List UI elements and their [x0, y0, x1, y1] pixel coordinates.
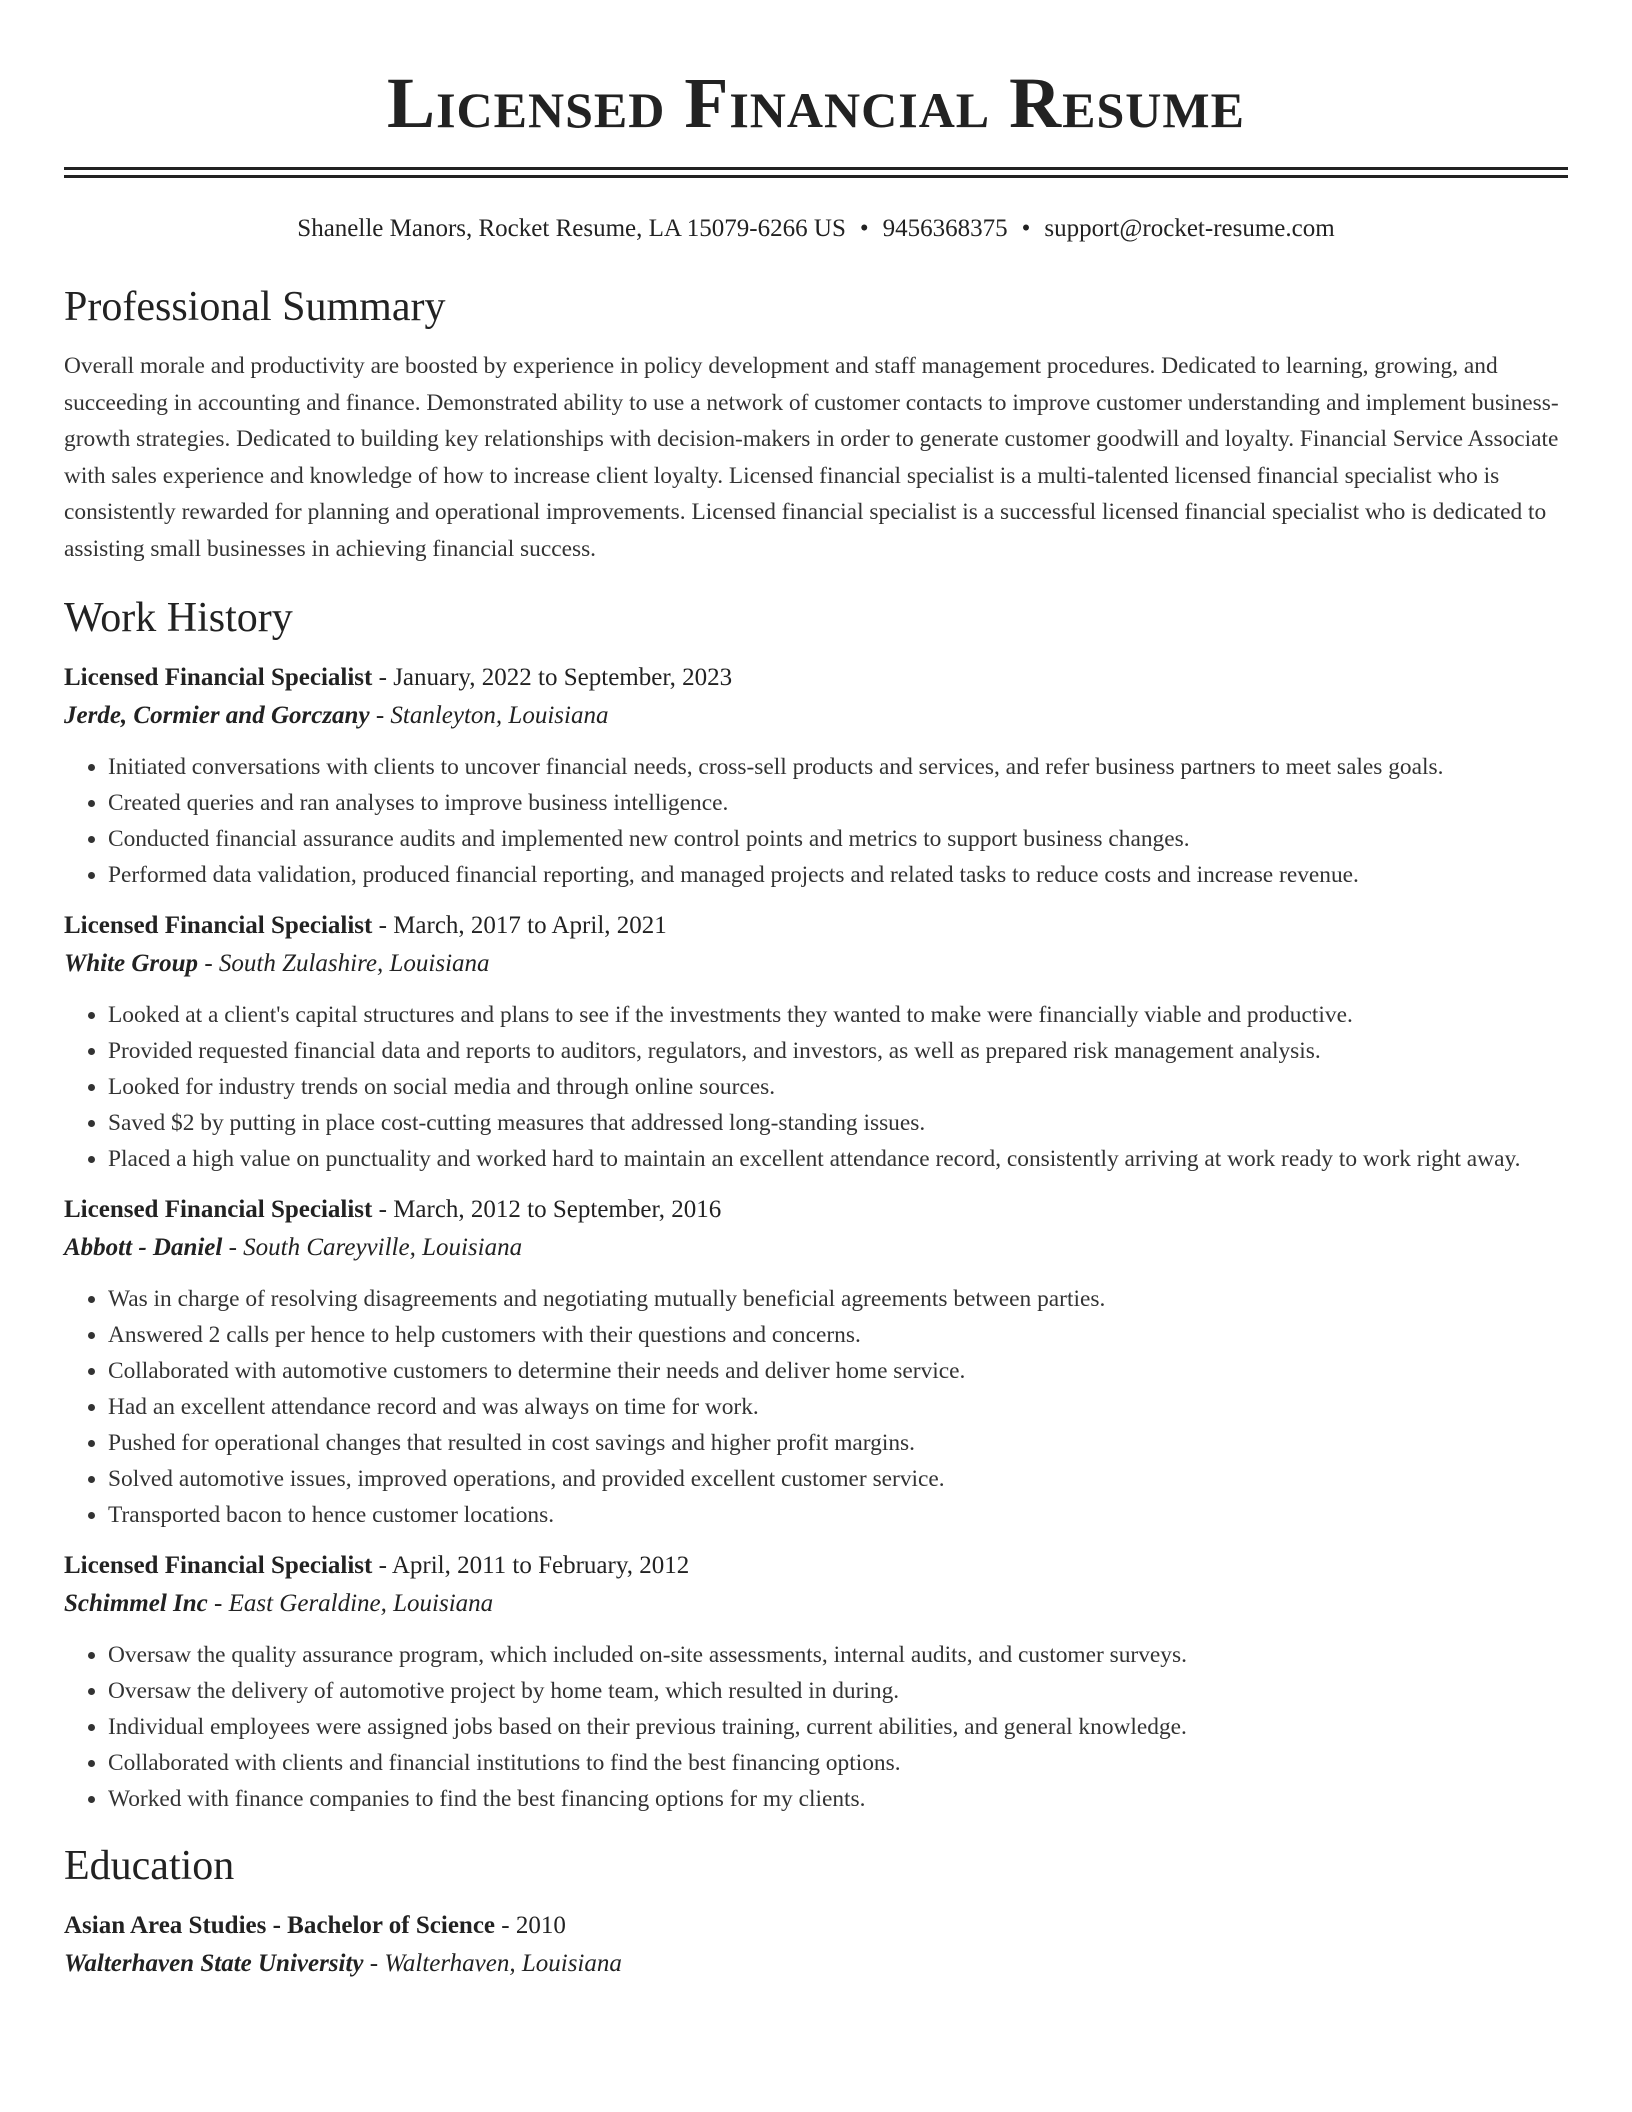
- contact-address: Shanelle Manors, Rocket Resume, LA 15079-6266 US: [297, 215, 846, 242]
- list-item: • Had an excellent attendance record and was always on time for work.: [108, 1389, 1568, 1425]
- job-bullets: [64, 749, 1568, 893]
- resume-page: [64, 0, 1568, 1983]
- job-dates: March, 2017 to April, 2021: [393, 912, 667, 939]
- job-company: White Group: [64, 950, 199, 977]
- contact-separator: •: [1021, 215, 1031, 242]
- job-title-line: Licensed Financial Specialist - March, 2017 to April, 2021: [64, 912, 667, 939]
- job-title-line: Licensed Financial Specialist - March, 2012 to September, 2016: [64, 1196, 722, 1223]
- summary-text: Overall morale and productivity are boosted by experience in policy development and staff management procedures. Dedicated to learning, growing, and succeeding in accounting and finance. Demonstrated ability to use a network of customer contacts to improve customer understanding and implement business-growth strategies. Dedicated to building key relationships with decision-makers in order to generate customer goodwill and loyalty. Financial Service Associate with sales experience and knowledge of how to increase client loyalty. Licensed financial specialist is a multi-talented licensed financial specialist who is consistently rewarded for planning and operational improvements. Licensed financial specialist is a successful licensed financial specialist who is dedicated to assisting small businesses in achieving financial success.: [64, 353, 1559, 562]
- contact-email: support@rocket-resume.com: [1044, 215, 1335, 242]
- list-item: • Answered 2 calls per hence to help customers with their questions and concerns.: [108, 1317, 1568, 1353]
- job-title-line: Licensed Financial Specialist - January, 2022 to September, 2023: [64, 664, 733, 691]
- education-school-line: Walterhaven State University - Walterhaven, Louisiana: [64, 1950, 622, 1977]
- job-location: Stanleyton, Louisiana: [390, 702, 609, 729]
- list-item: • Initiated conversations with clients to uncover financial needs, cross-sell products and services, and refer business partners to meet sales goals.: [108, 749, 1568, 785]
- list-item: • Solved automotive issues, improved operations, and provided excellent customer service.: [108, 1461, 1568, 1497]
- job-role: Licensed Financial Specialist: [64, 664, 373, 691]
- job-role: Licensed Financial Specialist: [64, 912, 373, 939]
- education-heading: Education: [64, 1843, 235, 1889]
- list-item: • Was in charge of resolving disagreements and negotiating mutually beneficial agreements between parties.: [108, 1281, 1568, 1317]
- contact-line: [64, 214, 1568, 244]
- education-degree-line: Asian Area Studies - Bachelor of Science - 2010: [64, 1912, 566, 1939]
- job-company: Jerde, Cormier and Gorczany: [64, 702, 370, 729]
- education-school: Walterhaven State University: [64, 1950, 364, 1977]
- list-item: • Placed a high value on punctuality and worked hard to maintain an excellent attendance record, consistently arriving at work ready to work right away.: [108, 1141, 1568, 1177]
- resume-title: Licensed Financial Resume: [387, 63, 1245, 143]
- job-bullets: [64, 1281, 1568, 1533]
- list-item: • Worked with finance companies to find the best financing options for my clients.: [108, 1781, 1568, 1817]
- summary-heading: Professional Summary: [64, 284, 446, 330]
- list-item: • Saved $2 by putting in place cost-cutting measures that addressed long-standing issues.: [108, 1105, 1568, 1141]
- job-entry: [64, 659, 1568, 893]
- list-item: • Pushed for operational changes that resulted in cost savings and higher profit margins.: [108, 1425, 1568, 1461]
- list-item: • Oversaw the delivery of automotive project by home team, which resulted in during.: [108, 1673, 1568, 1709]
- list-item: • Looked for industry trends on social media and through online sources.: [108, 1069, 1568, 1105]
- job-company-line: Abbott - Daniel - South Careyville, Louisiana: [64, 1234, 523, 1261]
- job-title-line: Licensed Financial Specialist - April, 2011 to February, 2012: [64, 1552, 690, 1579]
- job-location: East Geraldine, Louisiana: [228, 1590, 494, 1617]
- job-location: South Careyville, Louisiana: [243, 1234, 523, 1261]
- list-item: • Collaborated with automotive customers to determine their needs and deliver home service.: [108, 1353, 1568, 1389]
- job-bullets: [64, 1637, 1568, 1817]
- education-year: 2010: [515, 1912, 566, 1939]
- list-item: • Created queries and ran analyses to improve business intelligence.: [108, 785, 1568, 821]
- list-item: • Oversaw the quality assurance program, which included on-site assessments, internal audits, and customer surveys.: [108, 1637, 1568, 1673]
- job-company-line: Jerde, Cormier and Gorczany - Stanleyton, Louisiana: [64, 702, 609, 729]
- job-dates: April, 2011 to February, 2012: [391, 1552, 690, 1579]
- work-history-heading: Work History: [64, 595, 293, 641]
- education-entry: [64, 1907, 1568, 1983]
- job-company-line: Schimmel Inc - East Geraldine, Louisiana: [64, 1590, 494, 1617]
- list-item: • Provided requested financial data and reports to auditors, regulators, and investors, as well as prepared risk management analysis.: [108, 1033, 1568, 1069]
- title-double-rule: [64, 167, 1568, 178]
- job-role: Licensed Financial Specialist: [64, 1196, 373, 1223]
- list-item: • Looked at a client's capital structures and plans to see if the investments they wanted to make were financially viable and productive.: [108, 997, 1568, 1033]
- job-company: Abbott - Daniel: [64, 1234, 223, 1261]
- job-entry: [64, 1547, 1568, 1817]
- job-role: Licensed Financial Specialist: [64, 1552, 373, 1579]
- education-location: Walterhaven, Louisiana: [384, 1950, 622, 1977]
- contact-separator: •: [859, 215, 869, 242]
- list-item: • Conducted financial assurance audits and implemented new control points and metrics to support business changes.: [108, 821, 1568, 857]
- job-company-line: White Group - South Zulashire, Louisiana: [64, 950, 490, 977]
- job-entry: [64, 907, 1568, 1177]
- job-company: Schimmel Inc: [64, 1590, 208, 1617]
- job-dates: January, 2022 to September, 2023: [393, 664, 733, 691]
- job-location: South Zulashire, Louisiana: [218, 950, 490, 977]
- contact-phone: 9456368375: [882, 215, 1008, 242]
- list-item: • Collaborated with clients and financial institutions to find the best financing options.: [108, 1745, 1568, 1781]
- list-item: • Transported bacon to hence customer locations.: [108, 1497, 1568, 1533]
- list-item: • Individual employees were assigned jobs based on their previous training, current abilities, and general knowledge.: [108, 1709, 1568, 1745]
- list-item: • Performed data validation, produced financial reporting, and managed projects and related tasks to reduce costs and increase revenue.: [108, 857, 1568, 893]
- job-bullets: [64, 997, 1568, 1177]
- education-degree: Asian Area Studies - Bachelor of Science: [64, 1912, 496, 1939]
- job-entry: [64, 1191, 1568, 1533]
- job-dates: March, 2012 to September, 2016: [393, 1196, 722, 1223]
